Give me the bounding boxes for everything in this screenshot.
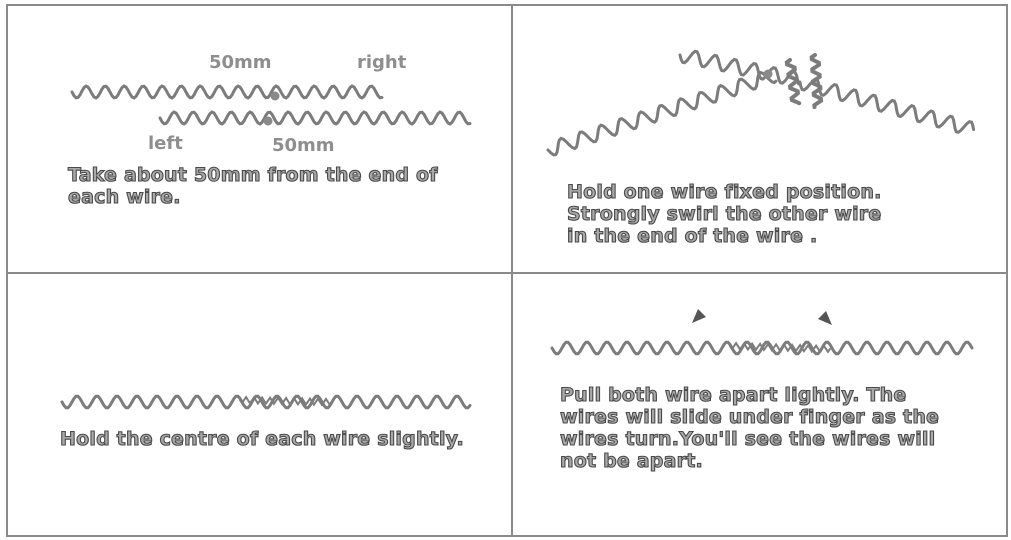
caption-bottom-right <box>560 384 939 472</box>
wire-right <box>72 86 382 98</box>
caption-line: each wire. <box>68 186 181 208</box>
arrow-down-left-icon <box>690 296 724 326</box>
caption-line: wires will slide under finger as the <box>560 406 940 428</box>
marker-dot-center <box>764 70 773 79</box>
caption-top-left <box>68 164 438 208</box>
wire-left <box>160 112 470 124</box>
marker-dot-right <box>271 92 280 101</box>
wire-swirl-1 <box>787 60 799 103</box>
caption-bottom-left <box>60 428 464 450</box>
wire-right-falling <box>800 79 974 132</box>
wire-swirl-2 <box>812 55 821 107</box>
label-left: left <box>148 133 183 154</box>
caption-line: Pull both wire apart lightly. The <box>560 384 907 406</box>
arrow-down-right-icon <box>801 298 835 328</box>
label-right: right <box>357 52 407 73</box>
label-top-50mm: 50mm <box>209 52 272 73</box>
caption-line: wires turn.You'll see the wires will <box>560 428 936 450</box>
caption-line: Strongly swirl the other wire <box>567 203 882 225</box>
caption-top-right <box>567 181 882 247</box>
caption-line: Hold one wire fixed position. <box>567 181 882 203</box>
marker-dot-left <box>264 117 273 126</box>
caption-line: not be apart. <box>560 450 703 472</box>
caption-line: in the end of the wire . <box>567 225 818 247</box>
caption-line: Take about 50mm from the end of <box>68 164 438 186</box>
caption-line: Hold the centre of each wire slightly. <box>60 428 464 450</box>
label-bottom-50mm: 50mm <box>272 135 335 156</box>
wire-left-rising <box>548 73 776 155</box>
